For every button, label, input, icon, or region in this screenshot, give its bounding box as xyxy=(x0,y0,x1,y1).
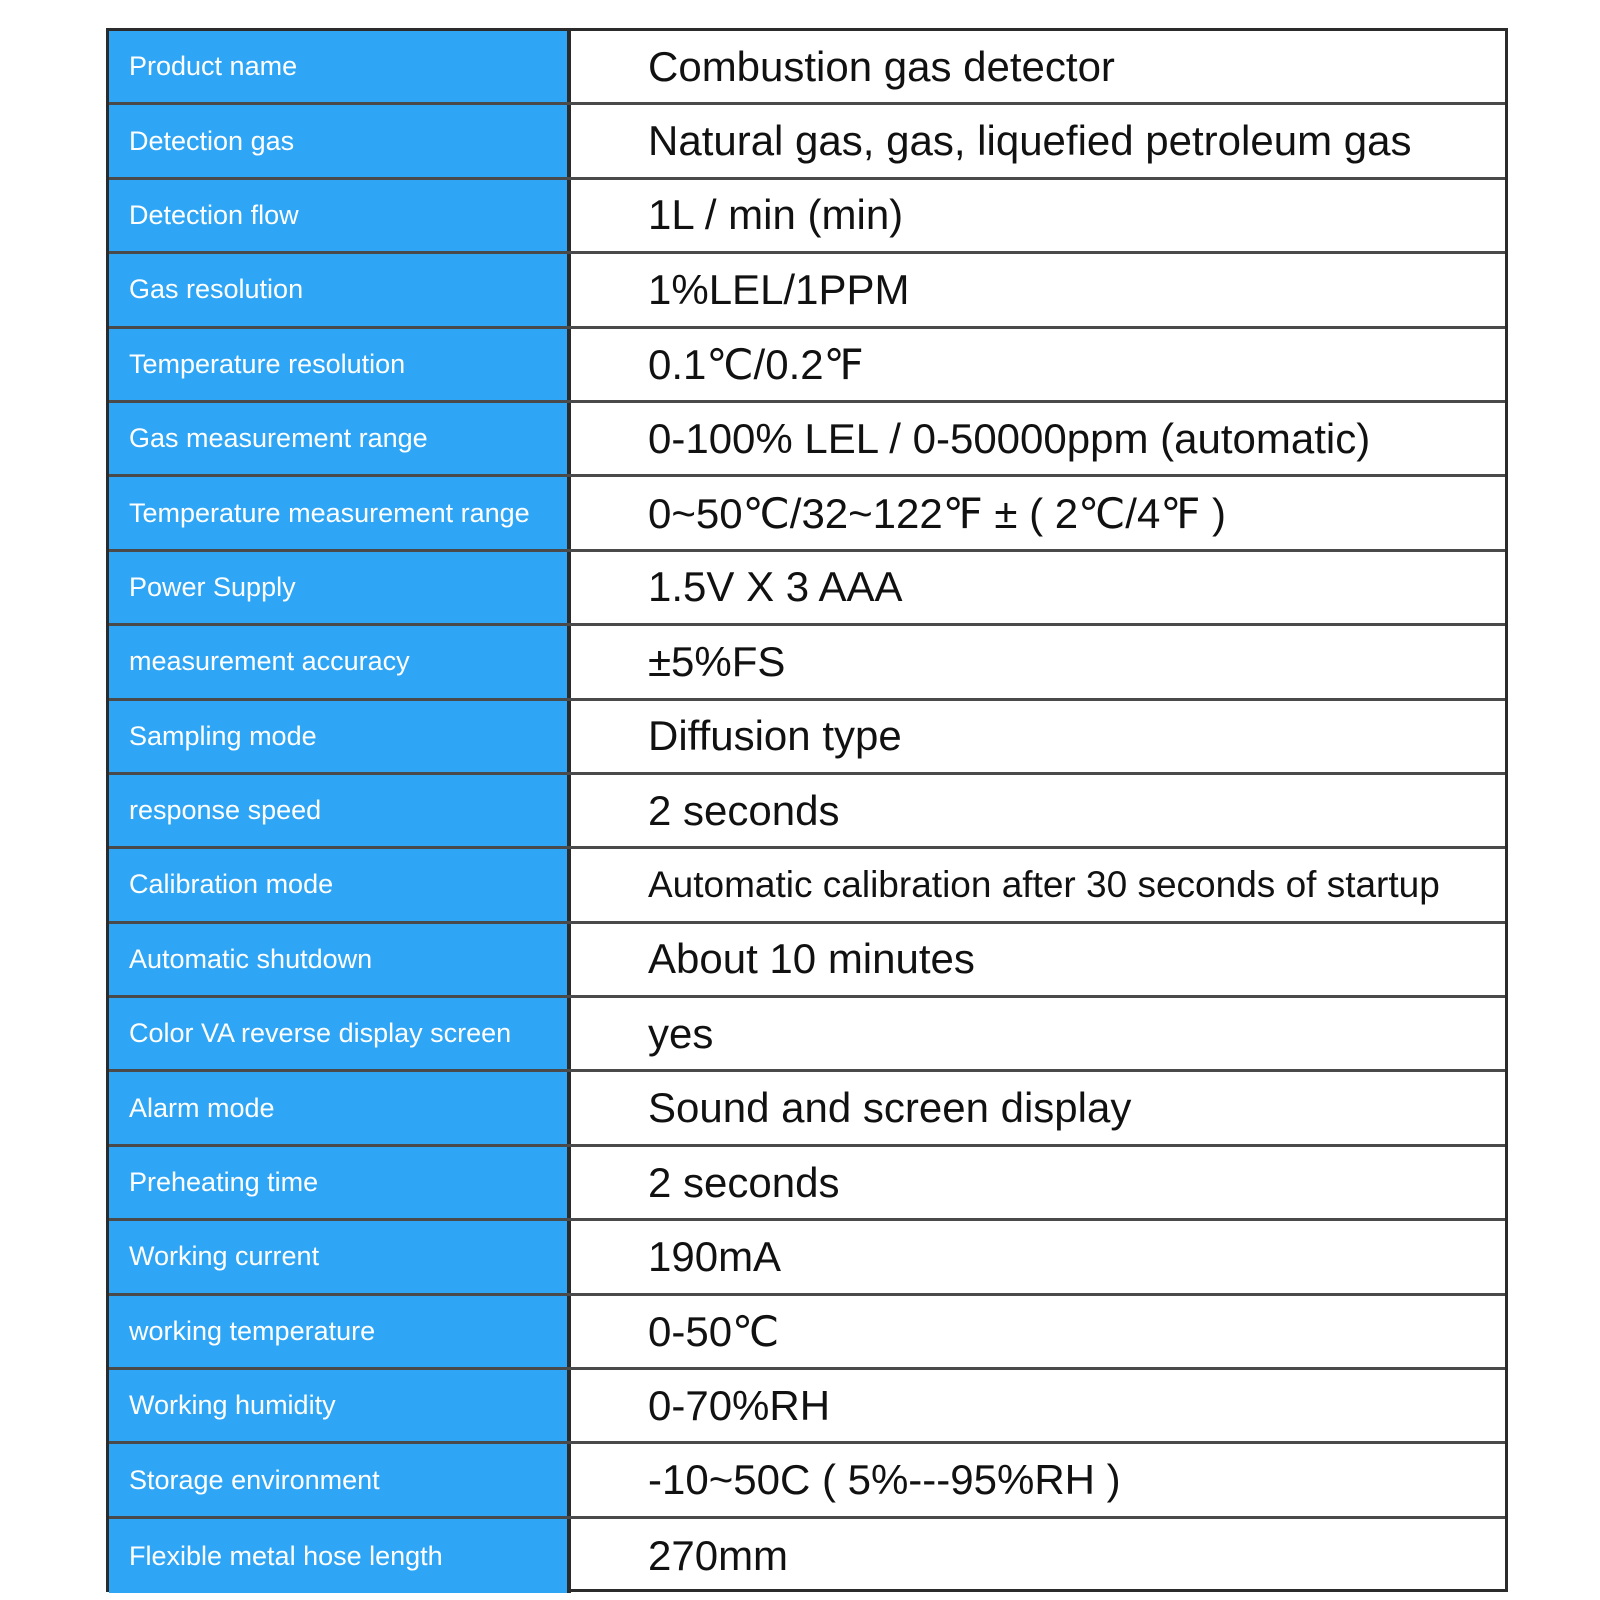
row-label: Detection flow xyxy=(109,180,571,251)
row-label: Temperature measurement range xyxy=(109,477,571,548)
row-label: Storage environment xyxy=(109,1444,571,1515)
row-label: Power Supply xyxy=(109,552,571,623)
row-value: Automatic calibration after 30 seconds of startup xyxy=(648,863,1440,905)
table-row xyxy=(109,1296,1505,1370)
spec-table xyxy=(106,28,1508,1592)
row-value: 1L / min (min) xyxy=(648,191,904,239)
row-value: 190mA xyxy=(648,1232,782,1280)
table-row xyxy=(109,1519,1505,1593)
table-row xyxy=(109,254,1505,328)
table-row xyxy=(109,1221,1505,1295)
row-label: working temperature xyxy=(109,1296,571,1367)
row-value: 1.5V X 3 AAA xyxy=(648,563,903,611)
row-value: yes xyxy=(648,1009,714,1057)
table-row xyxy=(109,1444,1505,1518)
row-label: Gas measurement range xyxy=(109,403,571,474)
table-row xyxy=(109,552,1505,626)
row-value: Diffusion type xyxy=(648,712,902,760)
row-value: -10~50C ( 5%---95%RH ) xyxy=(648,1456,1121,1504)
row-label: Calibration mode xyxy=(109,849,571,920)
table-row xyxy=(109,1072,1505,1146)
row-label: Automatic shutdown xyxy=(109,924,571,995)
row-label: measurement accuracy xyxy=(109,626,571,697)
row-value: 0-70%RH xyxy=(648,1381,831,1429)
row-value: Sound and screen display xyxy=(648,1084,1132,1132)
table-row xyxy=(109,626,1505,700)
table-row xyxy=(109,477,1505,551)
row-value: 2 seconds xyxy=(648,786,840,834)
row-value: 1%LEL/1PPM xyxy=(648,265,910,313)
table-row xyxy=(109,403,1505,477)
table-row xyxy=(109,31,1505,105)
row-label: response speed xyxy=(109,775,571,846)
row-value: Combustion gas detector xyxy=(648,42,1115,90)
table-row xyxy=(109,849,1505,923)
row-value: About 10 minutes xyxy=(648,935,975,983)
row-label: Flexible metal hose length xyxy=(109,1519,571,1593)
table-row xyxy=(109,180,1505,254)
table-row xyxy=(109,1370,1505,1444)
row-value: 0-50℃ xyxy=(648,1307,780,1355)
row-label: Product name xyxy=(109,31,571,102)
row-value: 0-100% LEL / 0-50000ppm (automatic) xyxy=(648,414,1371,462)
row-label: Color VA reverse display screen xyxy=(109,998,571,1069)
table-row xyxy=(109,329,1505,403)
row-label: Temperature resolution xyxy=(109,329,571,400)
table-row xyxy=(109,775,1505,849)
row-value: 2 seconds xyxy=(648,1158,840,1206)
table-row xyxy=(109,105,1505,179)
table-row xyxy=(109,1147,1505,1221)
row-value: Natural gas, gas, liquefied petroleum gas xyxy=(648,117,1412,165)
row-label: Working humidity xyxy=(109,1370,571,1441)
row-label: Working current xyxy=(109,1221,571,1292)
row-label: Alarm mode xyxy=(109,1072,571,1143)
row-value: 0~50℃/32~122℉ ± ( 2℃/4℉ ) xyxy=(648,489,1226,537)
row-value: 270mm xyxy=(648,1532,789,1579)
row-value: 0.1℃/0.2℉ xyxy=(648,340,864,388)
table-row xyxy=(109,924,1505,998)
row-label: Detection gas xyxy=(109,105,571,176)
row-value: ±5%FS xyxy=(648,637,786,685)
row-label: Preheating time xyxy=(109,1147,571,1218)
table-row xyxy=(109,701,1505,775)
row-label: Gas resolution xyxy=(109,254,571,325)
row-label: Sampling mode xyxy=(109,701,571,772)
table-row xyxy=(109,998,1505,1072)
